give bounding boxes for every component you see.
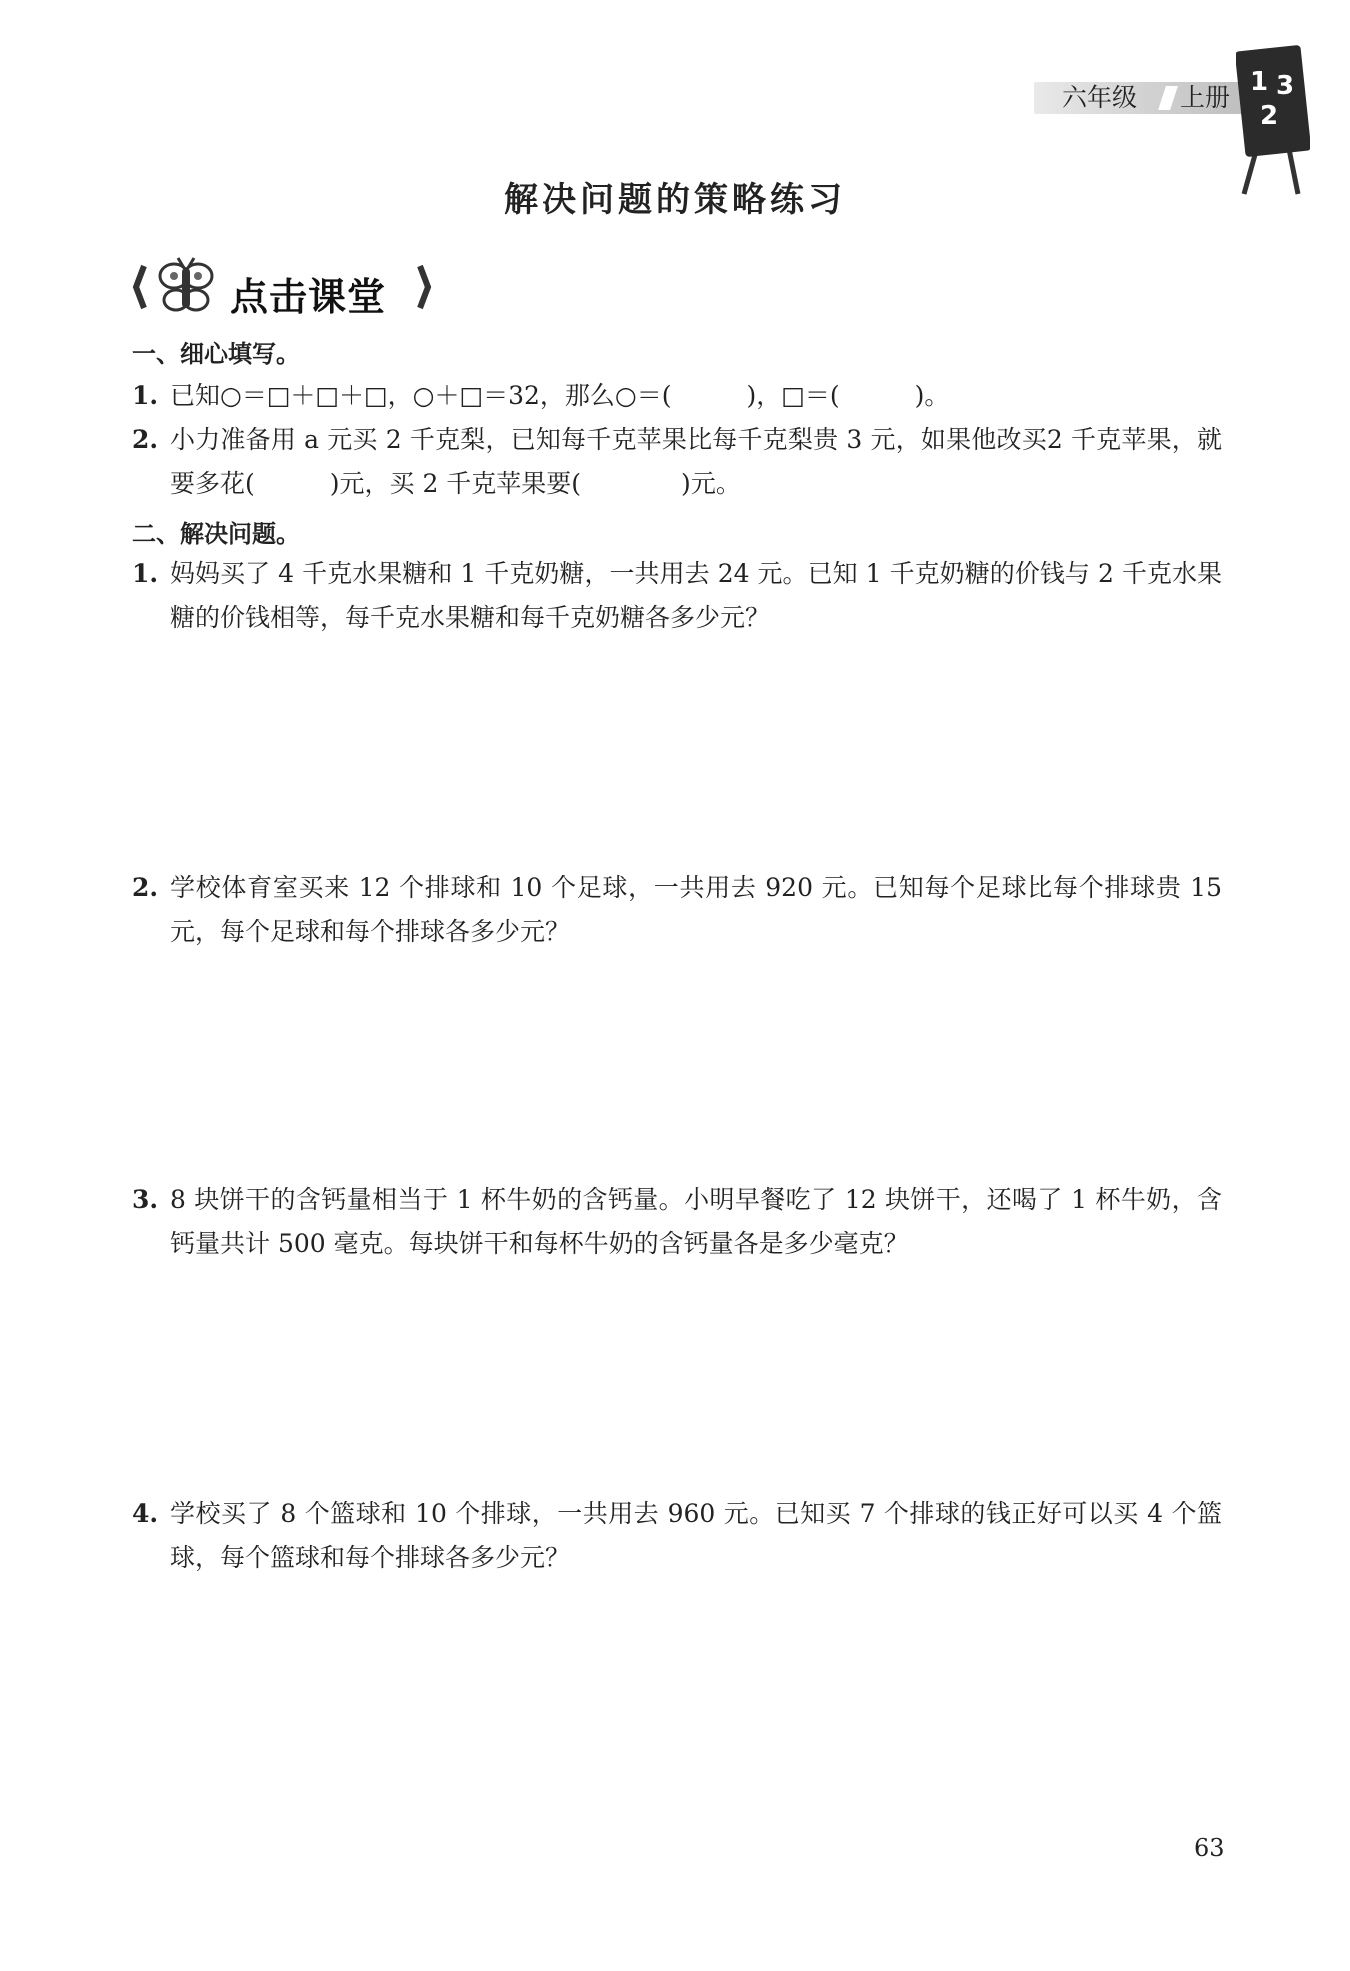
question-text: 小力准备用 a 元买 2 千克梨，已知每千克苹果比每千克梨贵 3 元，如果他改买2 千克苹果，就要多花( )元，买 2 千克苹果要( )元。 xyxy=(170,425,1222,498)
problem-1 xyxy=(132,552,1222,640)
banner-right-bracket xyxy=(420,266,428,308)
page-title: 解决问题的策略练习 xyxy=(504,180,846,220)
question-text: 妈妈买了 4 千克水果糖和 1 千克奶糖，一共用去 24 元。已知 1 千克奶糖的价钱与 2 千克水果糖的价钱相等，每千克水果糖和每千克奶糖各多少元？ xyxy=(170,559,1222,632)
question-number: 4. xyxy=(132,1499,159,1528)
question-text: 学校体育室买来 12 个排球和 10 个足球，一共用去 920 元。已知每个足球比每个排球贵 15 元，每个足球和每个排球各多少元？ xyxy=(170,873,1222,946)
problem-3 xyxy=(132,1178,1222,1266)
question-number: 2. xyxy=(132,425,159,454)
question-number: 1. xyxy=(132,559,159,588)
problem-2 xyxy=(132,866,1222,954)
question-text: 已知○＝□＋□＋□，○＋□＝32，那么○＝( )，□＝( )。 xyxy=(170,381,950,410)
question-number: 3. xyxy=(132,1185,159,1214)
fill-question-1 xyxy=(132,374,1222,418)
fill-question-2 xyxy=(132,418,1222,506)
question-number: 1. xyxy=(132,381,159,410)
volume-label: 上册 xyxy=(1180,83,1231,112)
badge-number-3: 2 xyxy=(1260,101,1279,131)
section-banner xyxy=(132,254,432,320)
butterfly-icon xyxy=(160,258,212,310)
question-text: 8 块饼干的含钙量相当于 1 杯牛奶的含钙量。小明早餐吃了 12 块饼干，还喝了 1 杯牛奶，含钙量共计 500 毫克。每块饼干和每杯牛奶的含钙量各是多少毫克？ xyxy=(170,1185,1222,1258)
question-number: 2. xyxy=(132,873,159,902)
header-separator xyxy=(1158,86,1178,110)
banner-label: 点击课堂 xyxy=(230,275,387,319)
banner-left-bracket xyxy=(136,266,144,308)
grade-header xyxy=(1034,82,1250,114)
question-text: 学校买了 8 个篮球和 10 个排球，一共用去 960 元。已知买 7 个排球的钱正好可以买 4 个篮球，每个篮球和每个排球各多少元？ xyxy=(170,1499,1222,1572)
badge-number-1: 1 xyxy=(1250,67,1269,97)
grade-label: 六年级 xyxy=(1062,83,1138,112)
badge-number-2: 3 xyxy=(1276,71,1295,101)
page-number: 63 xyxy=(1194,1834,1225,1862)
section2-heading: 二、解决问题。 xyxy=(132,520,300,548)
section1-heading: 一、细心填写。 xyxy=(132,340,300,368)
problem-4 xyxy=(132,1492,1222,1580)
